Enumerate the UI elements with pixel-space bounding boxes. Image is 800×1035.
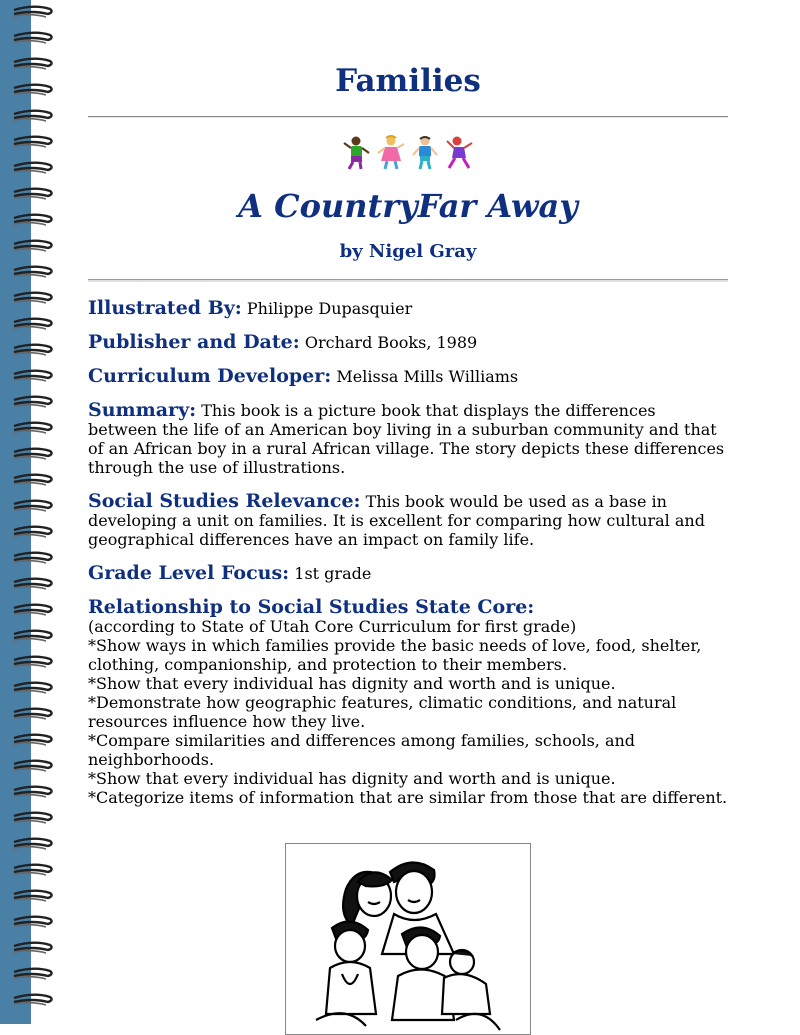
spiral-ring: [14, 761, 52, 771]
core-line: *Show ways in which families provide the basic needs of love, food, shelter, clothing, companionship, and protection to their members.: [88, 636, 702, 674]
core-field: [88, 598, 728, 807]
core-line: *Demonstrate how geographic features, climatic conditions, and natural resources influence how they live.: [88, 693, 677, 731]
spiral-ring: [14, 59, 52, 69]
illustrated-by-field: [88, 299, 728, 318]
spiral-ring: [14, 813, 52, 823]
field-value: This book would be used as a base in developing a unit on families. It is excellent for comparing how cultural and geographical differences have an impact on family life.: [88, 492, 705, 549]
spiral-ring: [14, 891, 52, 901]
child-blue-icon: [410, 135, 440, 171]
core-lines: [88, 617, 728, 807]
spiral-ring: [14, 631, 52, 641]
kids-icon-row: [88, 135, 728, 171]
spiral-ring: [14, 839, 52, 849]
spiral-ring: [14, 683, 52, 693]
grade-field: [88, 564, 728, 583]
family-drawing-icon: [286, 844, 530, 1034]
spiral-ring: [14, 163, 52, 173]
spiral-ring: [14, 293, 52, 303]
spiral-ring: [14, 189, 52, 199]
spiral-ring: [14, 709, 52, 719]
core-line: (according to State of Utah Core Curriculum for first grade): [88, 617, 577, 636]
spiral-ring: [14, 579, 52, 589]
field-value: This book is a picture book that displays the differences between the life of an American boy living in a suburban community and that of an African boy in a rural African village. The story depicts these differences through the use of illustrations.: [88, 401, 725, 477]
field-label: Curriculum Developer:: [88, 365, 332, 387]
family-illustration: [285, 843, 531, 1035]
divider: [88, 279, 728, 282]
spiral-ring: [14, 605, 52, 615]
spiral-ring: [14, 969, 52, 979]
spiral-ring: [14, 371, 52, 381]
spiral-ring: [14, 85, 52, 95]
spiral-ring: [14, 553, 52, 563]
spiral-ring: [14, 215, 52, 225]
core-line: *Show that every individual has dignity and worth and is unique.: [88, 674, 616, 693]
developer-field: [88, 367, 728, 386]
summary-field: [88, 401, 728, 477]
spiral-ring: [14, 241, 52, 251]
spiral-ring: [14, 449, 52, 459]
spiral-ring: [14, 475, 52, 485]
spiral-ring: [14, 137, 52, 147]
spiral-binding: [0, 0, 60, 1024]
spiral-ring: [14, 7, 52, 17]
child-pink-icon: [376, 135, 406, 171]
field-label: Grade Level Focus:: [88, 562, 290, 584]
divider: [88, 116, 728, 118]
spiral-ring: [14, 33, 52, 43]
author-byline: by Nigel Gray: [339, 241, 477, 262]
field-label: Social Studies Relevance:: [88, 490, 361, 512]
spiral-ring: [14, 917, 52, 927]
spiral-ring: [14, 865, 52, 875]
page-title: Families: [335, 63, 481, 99]
core-line: *Show that every individual has dignity and worth and is unique.: [88, 769, 616, 788]
spiral-ring: [14, 267, 52, 277]
field-value: Melissa Mills Williams: [336, 367, 519, 386]
spiral-ring: [14, 787, 52, 797]
field-value: Philippe Dupasquier: [246, 299, 413, 318]
spiral-ring: [14, 501, 52, 511]
spiral-ring: [14, 319, 52, 329]
book-title: A CountryFar Away: [238, 187, 578, 225]
core-line: *Categorize items of information that are similar from those that are different.: [88, 788, 728, 807]
field-label: Relationship to Social Studies State Core:: [88, 596, 535, 618]
spiral-ring: [14, 527, 52, 537]
relevance-field: [88, 492, 728, 549]
page-content: [88, 0, 728, 807]
spiral-ring: [14, 657, 52, 667]
field-label: Illustrated By:: [88, 297, 242, 319]
child-purple-icon: [444, 135, 474, 171]
spiral-ring: [14, 735, 52, 745]
child-green-icon: [342, 135, 372, 171]
spiral-ring: [14, 345, 52, 355]
field-label: Publisher and Date:: [88, 331, 300, 353]
spiral-ring: [14, 397, 52, 407]
spiral-ring: [14, 111, 52, 121]
core-line: *Compare similarities and differences among families, schools, and neighborhoods.: [88, 731, 636, 769]
field-value: Orchard Books, 1989: [304, 333, 478, 352]
field-label: Summary:: [88, 399, 197, 421]
field-value: 1st grade: [294, 564, 372, 583]
spiral-ring: [14, 995, 52, 1005]
publisher-field: [88, 333, 728, 352]
spiral-ring: [14, 423, 52, 433]
spiral-ring: [14, 943, 52, 953]
